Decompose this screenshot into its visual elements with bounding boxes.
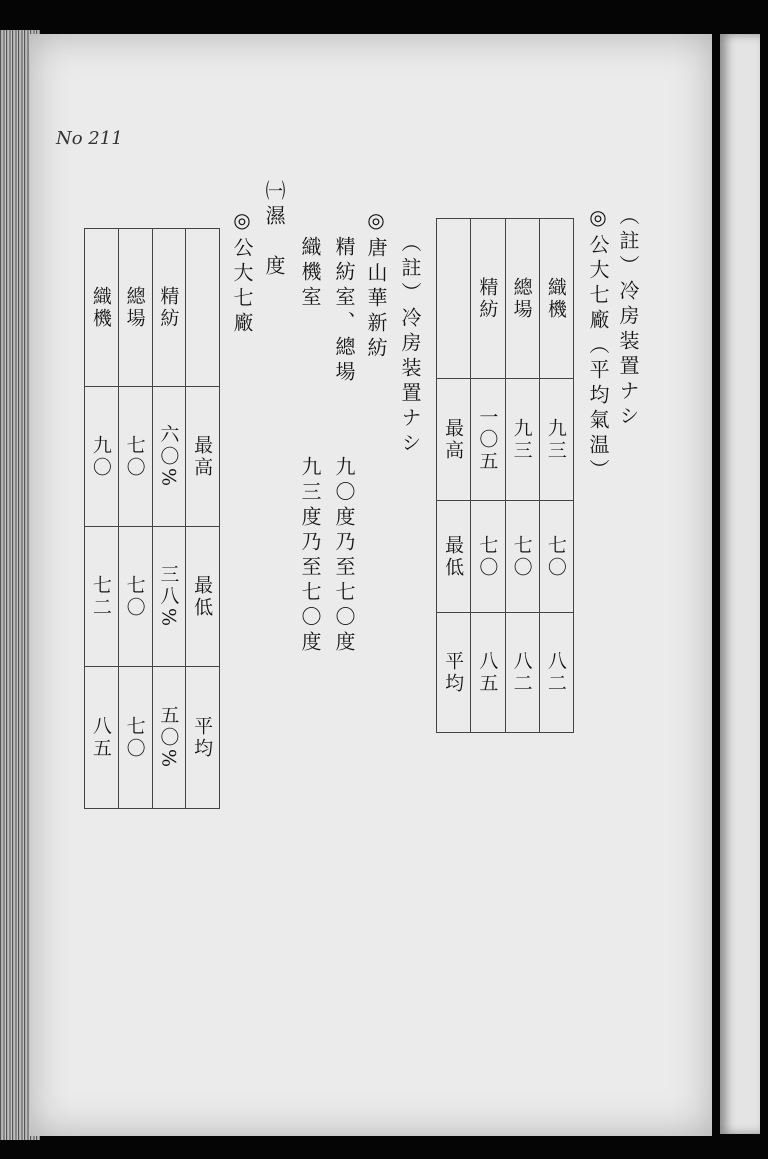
table-corner	[186, 229, 220, 387]
section-b-line-2-label: 織機室	[298, 236, 322, 311]
section-b-note: （註）冷房装置ナシ	[398, 232, 422, 457]
section-b-line-1-value: 九〇度乃至七〇度	[332, 456, 356, 656]
table-cell: 五〇%	[152, 667, 186, 809]
page-number: No 211	[56, 128, 123, 149]
table-cell: 六〇%	[152, 387, 186, 527]
row-label: 精紡	[471, 219, 505, 379]
column-header: 最低	[437, 501, 471, 613]
row-label: 織機	[539, 219, 573, 379]
table-cell: 八五	[85, 667, 119, 809]
column-header: 平均	[186, 667, 220, 809]
row-label: 總場	[505, 219, 539, 379]
row-label: 精紡	[152, 229, 186, 387]
table-cell: 八二	[539, 613, 573, 733]
table-cell: 七〇	[118, 387, 152, 527]
row-label: 織機	[85, 229, 119, 387]
column-header: 最低	[186, 527, 220, 667]
section-b-line-1-label: 精紡室、總場	[332, 236, 356, 386]
column-header: 最高	[437, 379, 471, 501]
table-cell: 八二	[505, 613, 539, 733]
section-a-title: ◎公大七廠（平均氣温）	[586, 205, 610, 484]
table-cell: 七二	[85, 527, 119, 667]
table-cell: 一〇五	[471, 379, 505, 501]
section-a-table	[436, 218, 574, 733]
table-cell: 七〇	[118, 667, 152, 809]
row-label: 總場	[118, 229, 152, 387]
section-b-title: ◎唐山華新紡	[364, 208, 388, 362]
section-c-title: ◎公大七廠	[230, 208, 254, 337]
table-corner	[437, 219, 471, 379]
column-header: 平均	[437, 613, 471, 733]
table-cell: 九三	[505, 379, 539, 501]
table-cell: 七〇	[539, 501, 573, 613]
table-cell: 七〇	[118, 527, 152, 667]
section-a-note: （註）冷房装置ナシ	[616, 205, 640, 430]
table-cell: 七〇	[505, 501, 539, 613]
table-cell: 七〇	[471, 501, 505, 613]
facing-page-edge	[720, 34, 760, 1134]
section-b-line-2-value: 九三度乃至七〇度	[298, 456, 322, 656]
section-c-heading: ㈠濕 度	[262, 180, 286, 280]
table-cell: 三八%	[152, 527, 186, 667]
section-c-table	[84, 228, 220, 809]
table-cell: 八五	[471, 613, 505, 733]
column-header: 最高	[186, 387, 220, 527]
table-cell: 九三	[539, 379, 573, 501]
table-cell: 九〇	[85, 387, 119, 527]
